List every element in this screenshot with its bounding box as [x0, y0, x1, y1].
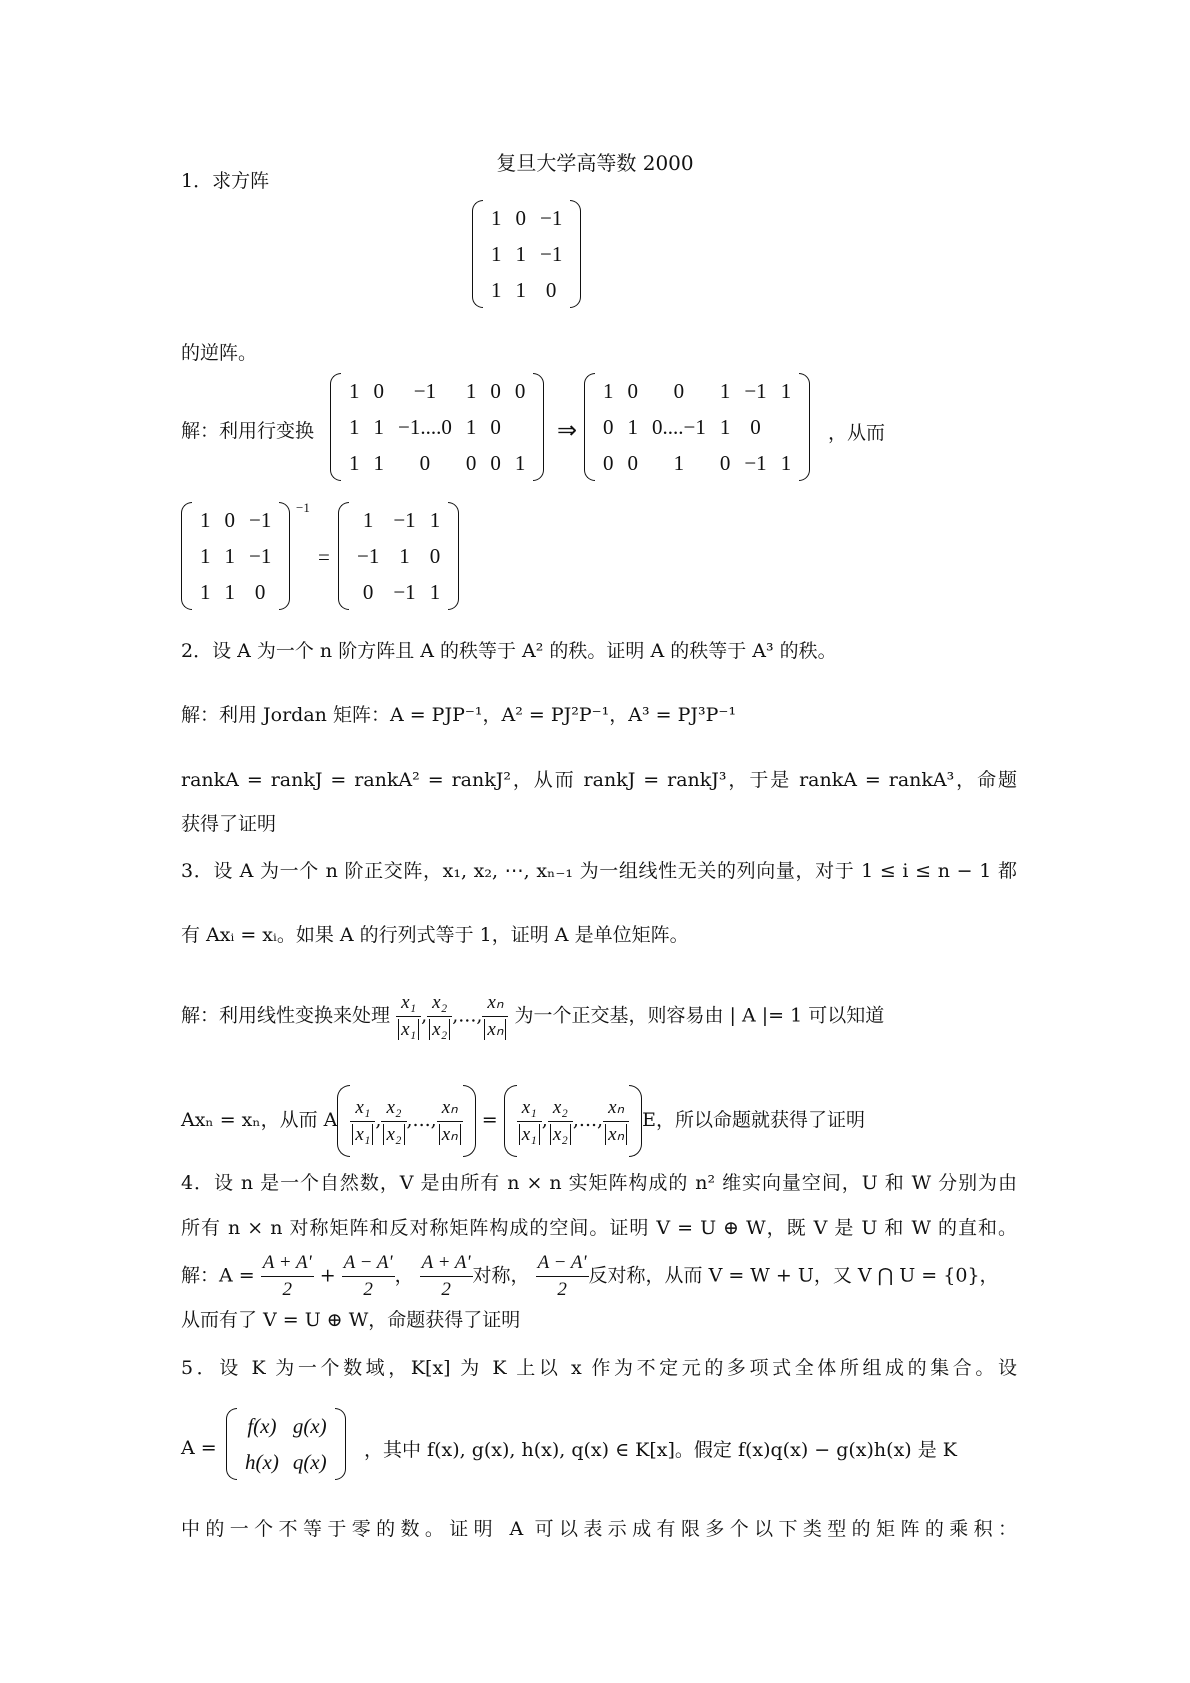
- matrix-cell: 1: [362, 507, 374, 532]
- matrix-cell: 1: [514, 450, 526, 475]
- matrix-cell: f(x): [247, 1413, 277, 1438]
- problem-5-statement-line-1: 5．设 K 为一个数域，K[x] 为 K 上以 x 作为不定元的多项式全体所组成的集合。设: [181, 1357, 1017, 1379]
- matrix-cell: 0: [254, 579, 266, 604]
- problem-3-statement-line-1: 3．设 A 为一个 n 阶正交阵，x₁, x₂, ⋯, xₙ₋₁ 为一组线性无关的列向量，对于 1 ≤ i ≤ n − 1 都: [181, 860, 1017, 882]
- matrix-row: [238, 1444, 334, 1480]
- matrix-cell: 1: [429, 579, 441, 604]
- matrix-row: [484, 272, 569, 308]
- problem-5-matrix-label: A =: [181, 1437, 217, 1459]
- matrix-cell: −1: [744, 378, 767, 403]
- matrix-cell: −1: [744, 450, 767, 475]
- matrix-cell: 0: [490, 378, 501, 403]
- matrix-cell: 1: [719, 378, 731, 403]
- matrix-cell: 0: [673, 378, 685, 403]
- problem-2-statement: 2．设 A 为一个 n 阶方阵且 A 的秩等于 A² 的秩。证明 A 的秩等于 A³ 的秩。: [181, 640, 837, 662]
- matrix-row: [342, 409, 532, 445]
- matrix-cell: [508, 409, 533, 445]
- matrix-cell: 0: [515, 205, 526, 230]
- matrix-table: [484, 200, 569, 308]
- matrix-cell: −1: [357, 543, 380, 568]
- matrix-cell: −1: [413, 378, 437, 403]
- solution-suffix: 为一个正交基，则容易由 | A |= 1 可以知道: [514, 1004, 885, 1027]
- equals-sign: =: [318, 545, 330, 569]
- matrix-cell: 1: [603, 378, 614, 403]
- matrix-row: [596, 445, 798, 481]
- matrix-cell: 0: [627, 378, 638, 403]
- matrix-row: [342, 445, 532, 481]
- problem-3-solution-line-2: Axₙ = xₙ，从而 A $\frac{\text{x₁}}{\text{x₁}}$ , $\frac{\text{x₂}}{\text{x₂}}$ ,..., $\frac{\text{xₙ}}{\text{xₙ}}$ = $\frac{\text{x₁}}{\text{x₁}}$ , $\frac{\text{x₂}}{\text{x₂}}$ ,..., $\frac{\text{xₙ}}{\text{xₙ}}$ E，所以命题就获得了证明: [181, 1085, 865, 1157]
- matrix-cell: 1: [349, 378, 360, 403]
- problem-1-suffix: 的逆阵。: [181, 342, 258, 364]
- matrix-table: [596, 373, 798, 481]
- solution-1-after: ，从而: [828, 422, 886, 444]
- matrix-row: [350, 574, 447, 610]
- matrix-row: [596, 373, 798, 409]
- augmented-matrix-right: [584, 373, 810, 481]
- normalized-vector-2: $\frac{\text{x₂}}{\text{x₂}}$: [427, 990, 452, 1043]
- matrix-cell: −1: [540, 205, 563, 230]
- implies-arrow: ⇒: [557, 418, 578, 444]
- matrix-cell: 1: [224, 579, 235, 604]
- problem-2-solution-line-1: 解：利用 Jordan 矩阵：A = PJP⁻¹，A² = PJ²P⁻¹，A³ = PJ³P⁻¹: [181, 704, 737, 726]
- matrix-cell: −1: [393, 579, 416, 604]
- original-matrix: [181, 502, 290, 610]
- matrix-row: [484, 236, 569, 272]
- matrix-table: [238, 1408, 334, 1480]
- matrix-cell: 1: [373, 450, 384, 475]
- matrix-cell: 1: [465, 414, 477, 439]
- solution-prefix: 解：利用线性变换来处理: [181, 1004, 391, 1027]
- matrix-cell: 0: [490, 414, 501, 439]
- matrix-row: [350, 538, 447, 574]
- matrix-cell: 0: [419, 450, 431, 475]
- matrix-cell: 0....−1: [652, 414, 706, 439]
- problem-2-solution-line-3: 获得了证明: [181, 813, 277, 835]
- antisymmetric-part: $\frac{A - A'}{2}$: [342, 1250, 395, 1303]
- matrix-cell: 0: [603, 414, 614, 439]
- problem-5-matrix: [226, 1408, 346, 1480]
- matrix-cell: 0: [490, 450, 501, 475]
- matrix-cell: 1: [200, 543, 211, 568]
- matrix-cell: 1: [515, 277, 526, 302]
- matrix-cell: h(x): [245, 1449, 279, 1474]
- matrix-cell: 0: [373, 378, 384, 403]
- left-bracket: [472, 200, 483, 308]
- problem-4-statement-line-1: 4．设 n 是一个自然数，V 是由所有 n × n 实矩阵构成的 n² 维实向量空间，U 和 W 分别为由: [181, 1172, 1017, 1194]
- symmetric-part: $\frac{A + A'}{2}$: [261, 1250, 314, 1303]
- augmented-matrix-left: [330, 373, 544, 481]
- problem-4-solution-line-1: 解：A = $\frac{A + A'}{2}$ + $\frac{A - A'}{2}$ ， $\frac{A + A'}{2}$ 对称， $\frac{A - A'}{2}$ 反对称，从而 V = W + U，又 V ⋂ U = {0}，: [181, 1250, 999, 1303]
- page-title: 复旦大学高等数 2000: [496, 151, 694, 175]
- matrix-row: [484, 200, 569, 236]
- matrix-cell: 0: [627, 450, 638, 475]
- matrix-cell: −1: [249, 543, 272, 568]
- matrix-cell: 1: [719, 414, 731, 439]
- matrix-row: [193, 574, 278, 610]
- matrix-cell: 1: [200, 579, 211, 604]
- matrix-cell: 1: [780, 450, 792, 475]
- matrix-row: [342, 373, 532, 409]
- problem-1-matrix: [472, 200, 581, 308]
- matrix-row: [238, 1408, 334, 1444]
- matrix-cell: 1: [627, 414, 638, 439]
- matrix-cell: 0: [514, 378, 526, 403]
- matrix-cell: 0: [362, 579, 374, 604]
- matrix-table: [193, 502, 278, 610]
- matrix-cell: g(x): [292, 1413, 327, 1438]
- matrix-cell: 1: [429, 507, 441, 532]
- matrix-cell: −1: [393, 507, 416, 532]
- matrix-cell: 1: [200, 507, 211, 532]
- matrix-cell: 1: [780, 378, 792, 403]
- matrix-cell: 0: [465, 450, 477, 475]
- matrix-cell: 0: [224, 507, 235, 532]
- problem-2-solution-line-2: rankA = rankJ = rankA² = rankJ²，从而 rankJ = rankJ³，于是 rankA = rankA³，命题: [181, 769, 1017, 791]
- matrix-row: [596, 409, 798, 445]
- line-suffix: E，所以命题就获得了证明: [642, 1109, 865, 1131]
- matrix-row: [193, 538, 278, 574]
- problem-1-prompt: 1．求方阵: [181, 170, 270, 192]
- matrix-row: [193, 502, 278, 538]
- matrix-cell: 1: [224, 543, 235, 568]
- matrix-cell: 1: [349, 414, 360, 439]
- matrix-cell: −1....0: [398, 414, 452, 439]
- matrix-cell: 0: [545, 277, 557, 302]
- matrix-table: [350, 502, 447, 610]
- normalized-vector-n: $\frac{\text{xₙ}}{\text{xₙ}}$: [482, 990, 508, 1043]
- normalized-vector-1: $\frac{\text{x₁}}{\text{x₁}}$: [396, 990, 421, 1043]
- matrix-cell: 1: [399, 543, 410, 568]
- matrix-row: [350, 502, 447, 538]
- matrix-cell: 1: [491, 241, 502, 266]
- problem-3-statement-line-2: 有 Axᵢ = xᵢ。如果 A 的行列式等于 1，证明 A 是单位矩阵。: [181, 924, 689, 946]
- matrix-cell: 0: [603, 450, 614, 475]
- matrix-cell: −1: [249, 507, 272, 532]
- problem-4-solution-line-2: 从而有了 V = U ⊕ W，命题获得了证明: [181, 1309, 521, 1331]
- right-bracket: [570, 200, 581, 308]
- matrix-cell: 1: [373, 414, 384, 439]
- matrix-cell: q(x): [292, 1449, 327, 1474]
- problem-4-statement-line-2: 所有 n × n 对称矩阵和反对称矩阵构成的空间。证明 V = U ⊕ W，既 V 是 U 和 W 的直和。: [181, 1217, 1017, 1239]
- solution-1-label: 解：利用行变换: [181, 420, 315, 442]
- matrix-cell: 0: [429, 543, 441, 568]
- inverse-exponent: −1: [296, 500, 310, 515]
- matrix-cell: [774, 409, 799, 445]
- problem-5-statement-line-3: 中的一个不等于零的数。证明 A 可以表示成有限多个以下类型的矩阵的乘积：: [181, 1518, 1017, 1540]
- matrix-cell: 1: [491, 277, 502, 302]
- matrix-cell: 1: [349, 450, 360, 475]
- matrix-cell: 0: [719, 450, 731, 475]
- matrix-cell: 1: [515, 241, 526, 266]
- matrix-cell: 1: [673, 450, 685, 475]
- matrix-cell: 1: [491, 205, 502, 230]
- matrix-cell: −1: [540, 241, 563, 266]
- matrix-table: [342, 373, 532, 481]
- problem-5-statement-line-2: ，其中 f(x), g(x), h(x), q(x) ∈ K[x]。假定 f(x)q(x) − g(x)h(x) 是 K: [364, 1439, 957, 1461]
- matrix-cell: 1: [465, 378, 477, 403]
- line-prefix: Axₙ = xₙ，从而 A: [181, 1109, 338, 1131]
- inverse-matrix: [338, 502, 459, 610]
- problem-3-solution-line-1: 解：利用线性变换来处理 $\frac{\text{x₁}}{\text{x₁}}$ , $\frac{\text{x₂}}{\text{x₂}}$ ,..., $\frac{\text{xₙ}}{\text{xₙ}}$ 为一个正交基，则容易由 | A |= 1 可以知道: [181, 990, 884, 1043]
- matrix-cell: 0: [750, 414, 761, 439]
